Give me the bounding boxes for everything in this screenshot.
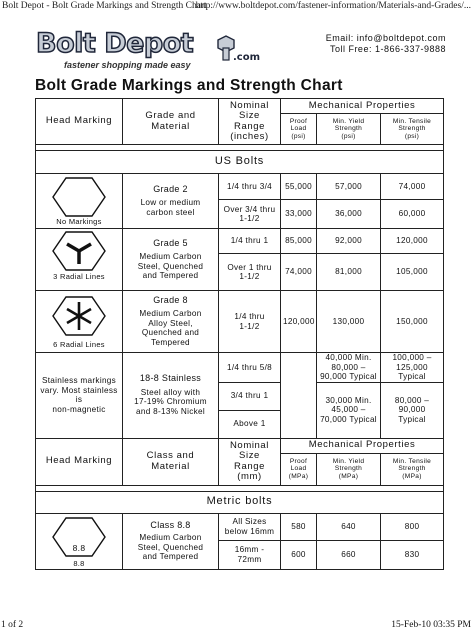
grade5-size-1: 1/4 thru 1 — [219, 229, 281, 254]
grade-material-header: Grade and Material — [123, 99, 219, 145]
stainless-tensile-a: 100,000 – 125,000 Typical — [381, 353, 444, 383]
class88-yield-2: 660 — [317, 540, 381, 569]
logo-wordmark: Bolt Depot — [36, 28, 194, 59]
grade2-row-1 — [36, 174, 444, 200]
class88-size-1: All Sizes below 16mm — [219, 513, 281, 540]
stainless-row-1 — [36, 353, 444, 383]
grade8-tensile: 150,000 — [381, 291, 444, 353]
grade5-proof-1: 85,000 — [281, 229, 317, 254]
hex-head-3-radial-lines-icon — [50, 230, 108, 272]
stainless-material: 18-8 Stainless Steel alloy with 17-19% Chromium and 8-13% Nickel — [123, 353, 219, 439]
bolt-com-icon — [214, 34, 261, 64]
stainless-head-marking: Stainless markings vary. Most stainless is non-magnetic — [36, 353, 123, 439]
hex-head-8-8-icon — [50, 516, 108, 558]
print-datetime: 15-Feb-10 03:35 PM — [391, 620, 471, 630]
page-title-header: Bolt Depot - Bolt Grade Markings and Strength Chart — [2, 1, 207, 11]
head-marking-header: Head Marking — [36, 99, 123, 145]
grade2-proof-2: 33,000 — [281, 200, 317, 229]
grade5-row-1 — [36, 229, 444, 254]
grade2-marking-label: No Markings — [56, 217, 102, 226]
contact-info — [326, 33, 446, 55]
class88-proof-2: 600 — [281, 540, 317, 569]
metric-min-yield-header: Min. Yield Strength (MPa) — [317, 453, 381, 485]
us-header-row-1 — [36, 99, 444, 114]
grade2-proof-1: 55,000 — [281, 174, 317, 200]
stainless-yield-b: 30,000 Min. 45,000 – 70,000 Typical — [317, 382, 381, 438]
class88-size-2: 16mm - 72mm — [219, 540, 281, 569]
hex-head-plain-icon — [50, 176, 108, 218]
min-tensile-header: Min. Tensile Strength (psi) — [381, 114, 444, 145]
grade5-yield-2: 81,000 — [317, 254, 381, 291]
grade2-yield-2: 36,000 — [317, 200, 381, 229]
stainless-size-1: 1/4 thru 5/8 — [219, 353, 281, 383]
mechanical-properties-header: Mechanical Properties — [281, 99, 444, 114]
grade5-tensile-1: 120,000 — [381, 229, 444, 254]
grade8-head-marking — [36, 291, 123, 353]
metric-proof-load-header: Proof Load (MPa) — [281, 453, 317, 485]
metric-mechanical-properties-header: Mechanical Properties — [281, 438, 444, 453]
hex-head-6-radial-lines-icon — [50, 295, 108, 337]
logo-tagline: fastener shopping made easy — [64, 60, 191, 70]
grade8-row — [36, 291, 444, 353]
class88-proof-1: 580 — [281, 513, 317, 540]
contact-phone[interactable]: Toll Free: 1-866-337-9888 — [329, 44, 446, 54]
browser-print-header — [0, 0, 474, 14]
document-title: Bolt Grade Markings and Strength Chart — [35, 77, 343, 94]
page-url-header[interactable]: http://www.boltdepot.com/fastener-information/Materials-and-Grades/... — [195, 1, 471, 11]
class88-tensile-2: 830 — [381, 540, 444, 569]
us-bolts-section-row — [36, 151, 444, 174]
metric-header-row-1 — [36, 438, 444, 453]
grade2-tensile-1: 74,000 — [381, 174, 444, 200]
class88-row-1 — [36, 513, 444, 540]
page-number: 1 of 2 — [1, 620, 24, 630]
grade8-size: 1/4 thru 1-1/2 — [219, 291, 281, 353]
class88-material: Class 8.8 Medium Carbon Steel, Quenched and Tempered — [123, 513, 219, 569]
proof-load-header: Proof Load (psi) — [281, 114, 317, 145]
grade8-material: Grade 8 Medium Carbon Alloy Steel, Quenched and Tempered — [123, 291, 219, 353]
grade2-head-marking — [36, 174, 123, 229]
contact-email[interactable]: Email: info@boltdepot.com — [325, 33, 446, 43]
stainless-size-3: Above 1 — [219, 410, 281, 438]
metric-bolts-section-title: Metric bolts — [36, 491, 444, 513]
class88-head-marking — [36, 513, 123, 569]
grade2-tensile-2: 60,000 — [381, 200, 444, 229]
grade5-marking-label: 3 Radial Lines — [53, 272, 105, 281]
grade2-material: Grade 2 Low or medium carbon steel — [123, 174, 219, 229]
class88-tensile-1: 800 — [381, 513, 444, 540]
grade5-yield-1: 92,000 — [317, 229, 381, 254]
class88-yield-1: 640 — [317, 513, 381, 540]
grade8-marking-label: 6 Radial Lines — [53, 340, 105, 349]
size-range-header: Nominal Size Range (inches) — [219, 99, 281, 145]
grade5-tensile-2: 105,000 — [381, 254, 444, 291]
grade5-size-2: Over 1 thru 1-1/2 — [219, 254, 281, 291]
stainless-yield-a: 40,000 Min. 80,000 – 90,000 Typical — [317, 353, 381, 383]
class-material-header: Class and Material — [123, 438, 219, 485]
logo-domain-mark: .com — [233, 52, 261, 63]
grade5-material: Grade 5 Medium Carbon Steel, Quenched and Tempered — [123, 229, 219, 291]
head-stamp-text: 8.8 — [72, 542, 86, 553]
us-bolts-section-title: US Bolts — [36, 151, 444, 174]
grade2-size-1: 1/4 thru 3/4 — [219, 174, 281, 200]
min-yield-header: Min. Yield Strength (psi) — [317, 114, 381, 145]
metric-bolts-section-row — [36, 491, 444, 513]
stainless-tensile-b: 80,000 – 90,000 Typical — [381, 382, 444, 438]
grade5-head-marking — [36, 229, 123, 291]
stainless-proof — [281, 353, 317, 439]
metric-head-marking-header: Head Marking — [36, 438, 123, 485]
grade2-size-2: Over 3/4 thru 1-1/2 — [219, 200, 281, 229]
class88-marking-label: 8.8 — [73, 558, 85, 568]
grade5-proof-2: 74,000 — [281, 254, 317, 291]
grade8-yield: 130,000 — [317, 291, 381, 353]
bolt-depot-logo[interactable] — [36, 28, 261, 72]
bolt-grade-chart-table — [35, 98, 444, 570]
metric-size-range-header: Nominal Size Range (mm) — [219, 438, 281, 485]
stainless-size-2: 3/4 thru 1 — [219, 382, 281, 410]
metric-min-tensile-header: Min. Tensile Strength (MPa) — [381, 453, 444, 485]
grade2-yield-1: 57,000 — [317, 174, 381, 200]
grade8-proof: 120,000 — [281, 291, 317, 353]
